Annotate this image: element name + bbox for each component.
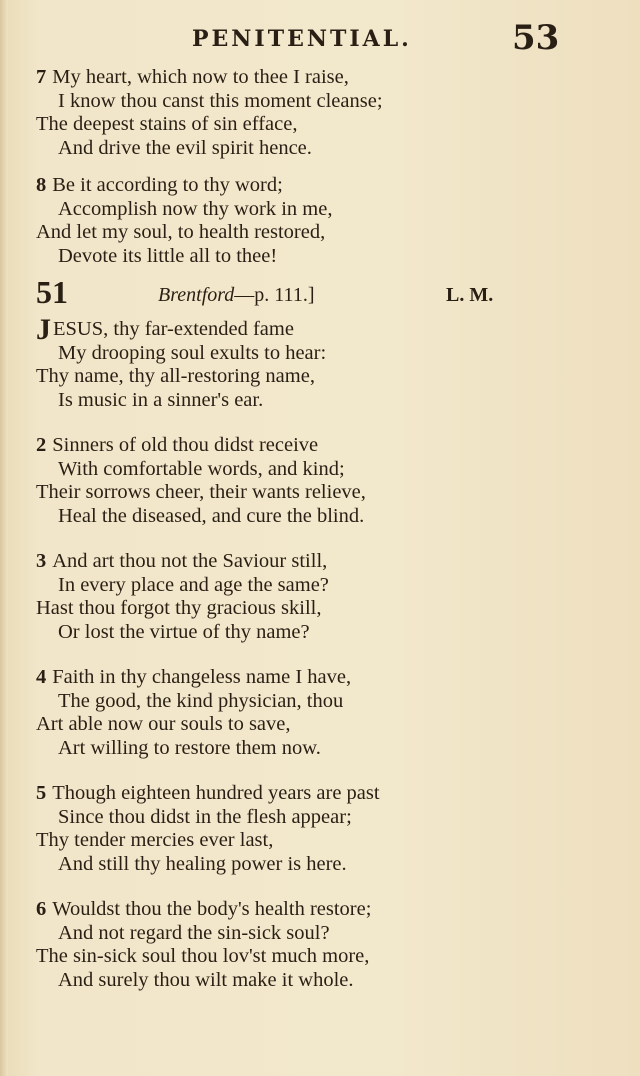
stanza-line: And drive the evil spirit hence. — [58, 136, 312, 159]
stanza-line: And still thy healing power is here. — [58, 852, 347, 875]
stanza-line: My heart, which now to thee I raise, — [52, 66, 349, 88]
stanza-line: Is music in a sinner's ear. — [58, 388, 264, 411]
stanza-line: The deepest stains of sin efface, — [36, 113, 298, 135]
page-number: 53 — [512, 18, 560, 58]
prev-hymn-stanza-7 — [36, 66, 626, 160]
stanza-line: Heal the diseased, and cure the blind. — [58, 504, 365, 527]
stanza-number: 4 — [36, 666, 47, 688]
stanza-number: 6 — [36, 898, 47, 920]
stanza-number: 5 — [36, 782, 47, 804]
stanza-line: Wouldst thou the body's health restore; — [52, 898, 372, 920]
stanza-line: Though eighteen hundred years are past — [52, 782, 380, 804]
stanza-line: Hast thou forgot thy gracious skill, — [36, 597, 322, 619]
stanza-line: And let my soul, to health restored, — [36, 221, 326, 243]
hymn-meter: L. M. — [446, 284, 494, 306]
hymn-stanza-1 — [36, 313, 626, 412]
hymn-stanza-5 — [36, 782, 626, 876]
stanza-line: And surely thou wilt make it whole. — [58, 968, 354, 991]
page-gutter — [0, 0, 8, 1076]
hymn-stanza-6 — [36, 898, 626, 992]
stanza-line: Thy name, thy all-restoring name, — [36, 365, 315, 387]
hymn-heading — [36, 274, 626, 318]
stanza-number: 8 — [36, 174, 47, 196]
stanza-line: Their sorrows cheer, their wants relieve, — [36, 481, 366, 503]
stanza-line: Accomplish now thy work in me, — [58, 197, 333, 220]
page-header — [0, 18, 640, 58]
drop-cap: J — [36, 313, 51, 346]
stanza-line: Since thou didst in the flesh appear; — [58, 805, 352, 828]
stanza-number: 7 — [36, 66, 47, 88]
tune-reference — [158, 284, 314, 307]
stanza-line: In every place and age the same? — [58, 573, 329, 596]
stanza-line: ESUS, thy far-extended fame — [53, 318, 294, 340]
stanza-line: Or lost the virtue of thy name? — [58, 620, 310, 643]
tune-page-ref: —p. 111.] — [234, 284, 315, 306]
stanza-line: Thy tender mercies ever last, — [36, 829, 274, 851]
tune-name: Brentford — [158, 284, 235, 306]
stanza-line: And art thou not the Saviour still, — [52, 550, 328, 572]
stanza-number: 2 — [36, 434, 47, 456]
stanza-line: With comfortable words, and kind; — [58, 457, 345, 480]
hymn-stanza-4 — [36, 666, 626, 760]
stanza-line: Art able now our souls to save, — [36, 713, 291, 735]
stanza-line: The sin-sick soul thou lov'st much more, — [36, 945, 370, 967]
stanza-line: Be it according to thy word; — [52, 174, 283, 196]
stanza-line: Faith in thy changeless name I have, — [52, 666, 352, 688]
stanza-number: 3 — [36, 550, 47, 572]
stanza-line: My drooping soul exults to hear: — [58, 341, 327, 364]
stanza-line: The good, the kind physician, thou — [58, 689, 344, 712]
stanza-line: And not regard the sin-sick soul? — [58, 921, 330, 944]
hymn-number: 51 — [36, 274, 68, 310]
hymn-stanza-2 — [36, 434, 626, 528]
running-title: PENITENTIAL. — [192, 26, 412, 52]
prev-hymn-stanza-8 — [36, 174, 626, 268]
stanza-line: Art willing to restore them now. — [58, 736, 321, 759]
stanza-line: Sinners of old thou didst receive — [52, 434, 319, 456]
stanza-line: Devote its little all to thee! — [58, 244, 278, 267]
hymn-stanza-3 — [36, 550, 626, 644]
page-content — [36, 66, 626, 992]
stanza-line: I know thou canst this moment cleanse; — [58, 89, 383, 112]
